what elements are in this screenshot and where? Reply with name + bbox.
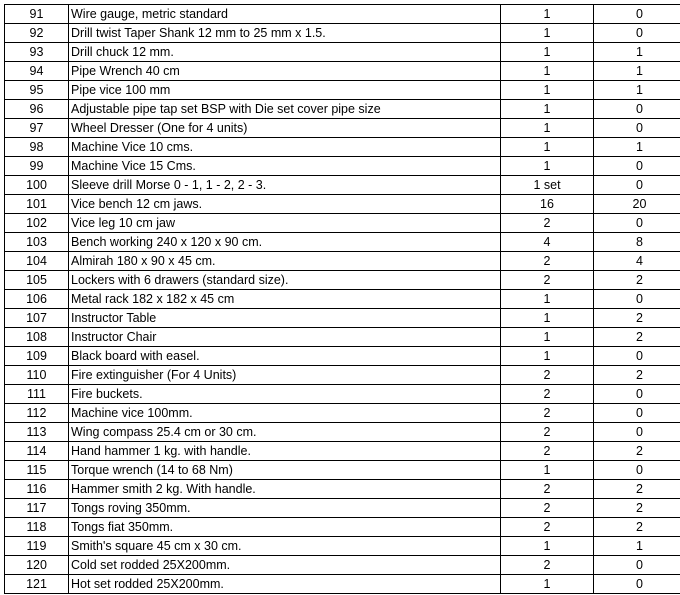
item-description-cell: Instructor Chair	[69, 328, 501, 347]
row-number-cell: 112	[5, 404, 69, 423]
table-row	[5, 366, 680, 385]
row-number-cell: 95	[5, 81, 69, 100]
item-description-cell: Machine Vice 10 cms.	[69, 138, 501, 157]
quantity-b-cell: 1	[594, 62, 680, 81]
item-description-cell: Drill twist Taper Shank 12 mm to 25 mm x 1.5.	[69, 24, 501, 43]
table-row	[5, 385, 680, 404]
item-description-cell: Fire buckets.	[69, 385, 501, 404]
row-number-cell: 107	[5, 309, 69, 328]
quantity-a-cell: 1	[501, 290, 594, 309]
quantity-a-cell: 2	[501, 442, 594, 461]
row-number-cell: 114	[5, 442, 69, 461]
row-number-cell: 102	[5, 214, 69, 233]
quantity-b-cell: 0	[594, 347, 680, 366]
row-number-cell: 109	[5, 347, 69, 366]
item-description-cell: Almirah 180 x 90 x 45 cm.	[69, 252, 501, 271]
row-number-cell: 110	[5, 366, 69, 385]
quantity-a-cell: 2	[501, 480, 594, 499]
quantity-a-cell: 1	[501, 138, 594, 157]
item-description-cell: Tongs roving 350mm.	[69, 499, 501, 518]
item-description-cell: Bench working 240 x 120 x 90 cm.	[69, 233, 501, 252]
row-number-cell: 103	[5, 233, 69, 252]
quantity-a-cell: 2	[501, 404, 594, 423]
row-number-cell: 115	[5, 461, 69, 480]
quantity-a-cell: 1	[501, 537, 594, 556]
quantity-b-cell: 2	[594, 442, 680, 461]
quantity-b-cell: 1	[594, 81, 680, 100]
item-description-cell: Pipe Wrench 40 cm	[69, 62, 501, 81]
table-row	[5, 290, 680, 309]
quantity-b-cell: 0	[594, 100, 680, 119]
table-row	[5, 24, 680, 43]
row-number-cell: 97	[5, 119, 69, 138]
item-description-cell: Torque wrench (14 to 68 Nm)	[69, 461, 501, 480]
table-row	[5, 480, 680, 499]
row-number-cell: 100	[5, 176, 69, 195]
quantity-b-cell: 20	[594, 195, 680, 214]
item-description-cell: Tongs fiat 350mm.	[69, 518, 501, 537]
item-description-cell: Hot set rodded 25X200mm.	[69, 575, 501, 594]
item-description-cell: Pipe vice 100 mm	[69, 81, 501, 100]
quantity-b-cell: 1	[594, 43, 680, 62]
quantity-b-cell: 0	[594, 423, 680, 442]
quantity-a-cell: 1	[501, 5, 594, 24]
quantity-b-cell: 0	[594, 575, 680, 594]
quantity-a-cell: 2	[501, 252, 594, 271]
quantity-b-cell: 1	[594, 537, 680, 556]
table-row	[5, 252, 680, 271]
row-number-cell: 93	[5, 43, 69, 62]
row-number-cell: 106	[5, 290, 69, 309]
quantity-a-cell: 1	[501, 309, 594, 328]
quantity-b-cell: 0	[594, 556, 680, 575]
quantity-a-cell: 2	[501, 385, 594, 404]
quantity-b-cell: 0	[594, 24, 680, 43]
quantity-b-cell: 2	[594, 518, 680, 537]
table-row	[5, 157, 680, 176]
table-row	[5, 176, 680, 195]
table-row	[5, 518, 680, 537]
row-number-cell: 120	[5, 556, 69, 575]
row-number-cell: 91	[5, 5, 69, 24]
item-description-cell: Machine vice 100mm.	[69, 404, 501, 423]
row-number-cell: 118	[5, 518, 69, 537]
quantity-a-cell: 2	[501, 499, 594, 518]
quantity-a-cell: 4	[501, 233, 594, 252]
row-number-cell: 108	[5, 328, 69, 347]
row-number-cell: 105	[5, 271, 69, 290]
item-description-cell: Vice leg 10 cm jaw	[69, 214, 501, 233]
quantity-b-cell: 0	[594, 461, 680, 480]
table-row	[5, 537, 680, 556]
quantity-a-cell: 2	[501, 366, 594, 385]
table-row	[5, 195, 680, 214]
quantity-a-cell: 1	[501, 119, 594, 138]
row-number-cell: 98	[5, 138, 69, 157]
row-number-cell: 113	[5, 423, 69, 442]
row-number-cell: 99	[5, 157, 69, 176]
quantity-a-cell: 16	[501, 195, 594, 214]
quantity-a-cell: 2	[501, 423, 594, 442]
quantity-a-cell: 1	[501, 62, 594, 81]
item-description-cell: Lockers with 6 drawers (standard size).	[69, 271, 501, 290]
row-number-cell: 119	[5, 537, 69, 556]
row-number-cell: 101	[5, 195, 69, 214]
table-row	[5, 328, 680, 347]
quantity-b-cell: 2	[594, 366, 680, 385]
quantity-b-cell: 0	[594, 176, 680, 195]
quantity-a-cell: 1	[501, 461, 594, 480]
item-description-cell: Machine Vice 15 Cms.	[69, 157, 501, 176]
quantity-a-cell: 1	[501, 575, 594, 594]
quantity-b-cell: 2	[594, 328, 680, 347]
quantity-a-cell: 2	[501, 271, 594, 290]
table-row	[5, 347, 680, 366]
equipment-table-body	[5, 5, 680, 594]
quantity-a-cell: 1	[501, 24, 594, 43]
table-row	[5, 138, 680, 157]
quantity-a-cell: 1	[501, 43, 594, 62]
item-description-cell: Wire gauge, metric standard	[69, 5, 501, 24]
item-description-cell: Wing compass 25.4 cm or 30 cm.	[69, 423, 501, 442]
quantity-b-cell: 8	[594, 233, 680, 252]
item-description-cell: Adjustable pipe tap set BSP with Die set cover pipe size	[69, 100, 501, 119]
table-row	[5, 442, 680, 461]
table-row	[5, 575, 680, 594]
row-number-cell: 96	[5, 100, 69, 119]
item-description-cell: Smith's square 45 cm x 30 cm.	[69, 537, 501, 556]
item-description-cell: Vice bench 12 cm jaws.	[69, 195, 501, 214]
quantity-b-cell: 0	[594, 404, 680, 423]
table-row	[5, 62, 680, 81]
quantity-b-cell: 2	[594, 499, 680, 518]
quantity-a-cell: 1 set	[501, 176, 594, 195]
quantity-b-cell: 0	[594, 157, 680, 176]
quantity-b-cell: 2	[594, 309, 680, 328]
table-row	[5, 271, 680, 290]
table-row	[5, 404, 680, 423]
quantity-a-cell: 2	[501, 518, 594, 537]
item-description-cell: Fire extinguisher (For 4 Units)	[69, 366, 501, 385]
item-description-cell: Black board with easel.	[69, 347, 501, 366]
table-row	[5, 233, 680, 252]
quantity-b-cell: 2	[594, 271, 680, 290]
quantity-b-cell: 0	[594, 385, 680, 404]
table-row	[5, 100, 680, 119]
row-number-cell: 94	[5, 62, 69, 81]
table-row	[5, 556, 680, 575]
table-row	[5, 499, 680, 518]
quantity-b-cell: 4	[594, 252, 680, 271]
quantity-b-cell: 2	[594, 480, 680, 499]
table-row	[5, 309, 680, 328]
row-number-cell: 116	[5, 480, 69, 499]
quantity-a-cell: 1	[501, 157, 594, 176]
item-description-cell: Instructor Table	[69, 309, 501, 328]
item-description-cell: Metal rack 182 x 182 x 45 cm	[69, 290, 501, 309]
row-number-cell: 121	[5, 575, 69, 594]
quantity-a-cell: 2	[501, 214, 594, 233]
quantity-b-cell: 0	[594, 290, 680, 309]
table-row	[5, 423, 680, 442]
quantity-b-cell: 1	[594, 138, 680, 157]
item-description-cell: Sleeve drill Morse 0 - 1, 1 - 2, 2 - 3.	[69, 176, 501, 195]
row-number-cell: 111	[5, 385, 69, 404]
table-row	[5, 461, 680, 480]
table-row	[5, 119, 680, 138]
table-row	[5, 5, 680, 24]
item-description-cell: Wheel Dresser (One for 4 units)	[69, 119, 501, 138]
quantity-a-cell: 2	[501, 556, 594, 575]
row-number-cell: 92	[5, 24, 69, 43]
quantity-a-cell: 1	[501, 347, 594, 366]
row-number-cell: 117	[5, 499, 69, 518]
row-number-cell: 104	[5, 252, 69, 271]
equipment-table	[4, 4, 680, 594]
table-row	[5, 81, 680, 100]
quantity-a-cell: 1	[501, 328, 594, 347]
item-description-cell: Cold set rodded 25X200mm.	[69, 556, 501, 575]
quantity-a-cell: 1	[501, 100, 594, 119]
quantity-b-cell: 0	[594, 214, 680, 233]
quantity-a-cell: 1	[501, 81, 594, 100]
quantity-b-cell: 0	[594, 5, 680, 24]
item-description-cell: Hand hammer 1 kg. with handle.	[69, 442, 501, 461]
quantity-b-cell: 0	[594, 119, 680, 138]
item-description-cell: Hammer smith 2 kg. With handle.	[69, 480, 501, 499]
table-row	[5, 214, 680, 233]
table-row	[5, 43, 680, 62]
item-description-cell: Drill chuck 12 mm.	[69, 43, 501, 62]
